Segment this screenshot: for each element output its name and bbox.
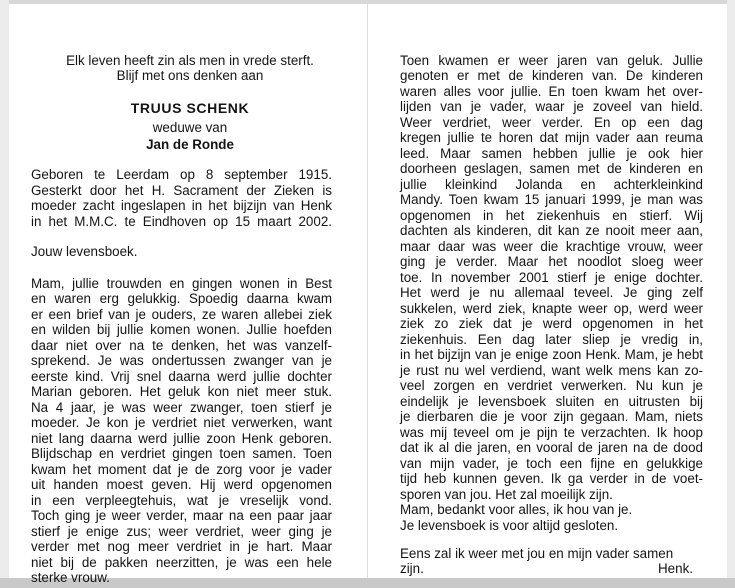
story-line: Blijdschap en verdriet gingen toen samen. Toen — [31, 446, 332, 461]
story-line: en waren erg gelukkig. Spoedig daarna kwam — [31, 291, 332, 306]
scan-edge-bottom — [0, 578, 735, 588]
motto-line: Blijf met ons denken aan — [116, 68, 264, 83]
left-page — [0, 0, 367, 585]
story-line: jullie kleinkind Jolanda en achterkleinkind — [400, 177, 703, 192]
scan-edge-right — [727, 0, 735, 588]
story-line: sporen van jou. Het zal moeilijk zijn. — [400, 487, 613, 502]
story-line: in een verpleegtehuis, wat je vreselijk vond. — [31, 493, 332, 508]
story-line: Weer verdriet, weer verder. En op een dag — [400, 115, 703, 130]
story-line: ziekenhuis. Een dag later sliep je vredig in, — [400, 332, 703, 347]
story-line: er een brief van je ouders, ze waren allebei ziek — [31, 307, 332, 322]
story-line: Toch ging je weer verder, maar na een paar jaar — [31, 508, 332, 523]
story-line: dat ik al die jaren, en vooral de jaren na de dood — [400, 440, 703, 455]
story-line: ging je verder. Maar het noodlot sloeg weer — [400, 254, 703, 269]
right-page — [368, 0, 727, 578]
story-line: uit handen moest geven. Hij werd opgenomen — [31, 477, 332, 492]
story-line: sukkelen, werd ziek, knapte weer op, werd weer — [400, 301, 703, 316]
story-line: genoten er met de kinderen van. De kinderen — [400, 68, 703, 83]
story-line: en wilden bij jullie komen wonen. Jullie hoefden — [31, 322, 332, 337]
story-line: Marian geboren. Het geluk kon niet meer stuk. — [31, 384, 332, 399]
story-line: Mam, jullie trouwden en gingen wonen in Best — [31, 276, 332, 291]
story-line: niet bij de pakken neerzitten, je was een hele — [31, 555, 332, 570]
story-line: veel zorgen en verdriet verwerken. Nu kun je — [400, 378, 703, 393]
closing-line: zijn. — [400, 561, 424, 576]
story-line: leed. Maar samen hebben jullie je ook hier — [400, 146, 703, 161]
story-line: kregen jullie te horen dat mijn vader aan reuma — [400, 130, 703, 145]
story-line: was mij teveel om je pijn te verzachten. Ik hoop — [400, 425, 703, 440]
story-line: sprekend. Je was ondertussen zwanger van je — [31, 353, 332, 368]
story-line: Je levensboek is voor altijd gesloten. — [400, 518, 619, 533]
story-line: in het bijzijn van je enige zoon Henk. Mam, je hebt — [400, 347, 703, 362]
deceased-name: TRUUS SCHENK — [130, 100, 250, 116]
story-line: eindelijk je levensboek sluiten en uitrusten bij — [400, 394, 703, 409]
story-line: stierf je enige zus; weer verdriet, weer ging je — [31, 524, 332, 539]
story-line: ziek zo ziek dat je werd opgenomen in het — [400, 316, 703, 331]
story-line: opgenomen in het ziekenhuis en stierf. Wij — [400, 208, 703, 223]
story-line: lijden van je vader, waar je zoveel van hield. — [400, 99, 703, 114]
motto-line: Elk leven heeft zin als men in vrede sterft. — [66, 53, 314, 68]
story-line: je rust nu wel verdiend, want welk mens kan zo- — [400, 363, 703, 378]
story-line: Na 4 jaar, je was weer zwanger, toen stierf je — [31, 400, 332, 415]
story-line: je dierbaren die je voor zijn gegaan. Mam, niets — [400, 409, 703, 424]
story-line: van mijn vader, je toch een fijne en gelukkige — [400, 456, 703, 471]
birth-line: moeder zacht ingeslapen in het bijzijn van Henk — [31, 198, 332, 213]
story-line: kwam het moment dat je de zorg voor je vader — [31, 462, 332, 477]
story-line: dachten als kinderen, dit kan ze nooit meer aan, — [400, 223, 703, 238]
story-line: toe. In november 2001 stierf je enige dochter. — [400, 270, 703, 285]
story-line: Toen kwamen er weer jaren van geluk. Jullie — [400, 53, 703, 68]
story-line: doorheen geslagen, samen met de kinderen en — [400, 161, 703, 176]
closing-line: Eens zal ik weer met jou en mijn vader samen — [400, 546, 674, 561]
section-heading: Jouw levensboek. — [31, 244, 138, 259]
story-line: verder met nog meer verdriet in je hart. Maar — [31, 539, 332, 554]
story-line: Mandy. Toen kwam 15 januari 1999, je man was — [400, 192, 703, 207]
story-line: moeder. Je kon je verdriet niet verwerken, want — [31, 415, 332, 430]
story-line: daar niet over na te denken, het was vanzelf- — [31, 338, 332, 353]
spouse-name: Jan de Ronde — [146, 137, 234, 152]
story-line: tijd heb kunnen geven. Ik ga verder in de voet- — [400, 471, 703, 486]
birth-line: Gesterkt door het H. Sacrament der Zieken is — [31, 183, 332, 198]
story-line: maar daar was weer die krachtige vrouw, weer — [400, 239, 703, 254]
story-line: eerste kind. Vrij snel daarna werd jullie dochter — [31, 369, 332, 384]
story-line: Mam, bedankt voor alles, ik hou van je. — [400, 502, 633, 517]
birth-line: Geboren te Leerdam op 8 september 1915. — [31, 167, 332, 182]
story-line: sterke vrouw. — [31, 570, 110, 585]
signature: Henk. — [658, 561, 693, 576]
story-line: waren alles voor jullie. En toen kwam het over- — [400, 84, 703, 99]
birth-line: in het M.M.C. te Eindhoven op 15 maart 2002. — [31, 214, 332, 229]
story-line: Het werd je nu allemaal teveel. Je ging zelf — [400, 285, 703, 300]
story-line: niet lang daarna werd jullie zoon Henk geboren. — [31, 431, 332, 446]
relation-text: weduwe van — [152, 120, 228, 135]
